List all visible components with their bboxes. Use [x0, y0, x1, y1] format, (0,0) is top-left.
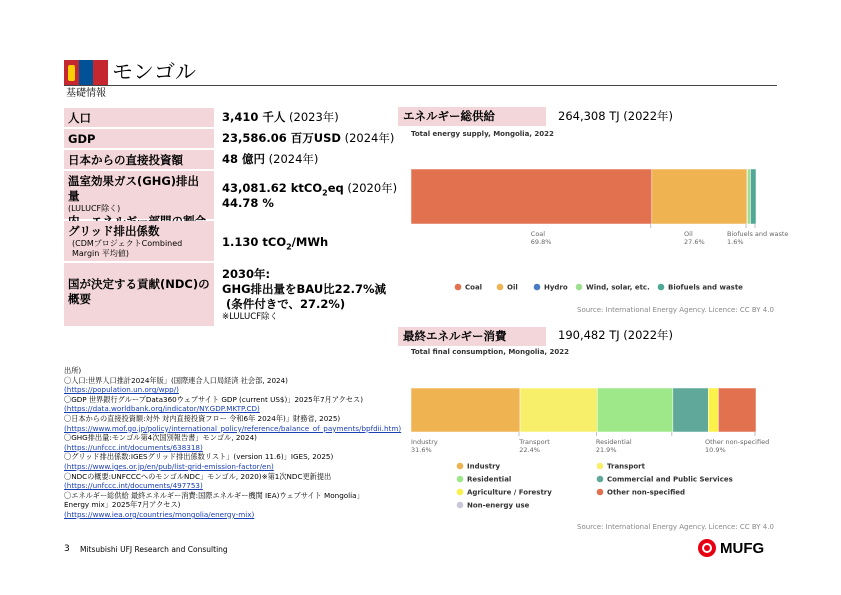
- legend-dot-transport: [597, 463, 604, 470]
- tfc-chart: [398, 380, 778, 520]
- source-link[interactable]: (https://www.iea.org/countries/mongolia/energy-mix): [64, 509, 255, 519]
- legend-label-biofuels-and-waste: Biofuels and waste: [668, 283, 743, 292]
- flag-stripe-center: [79, 60, 94, 86]
- grid-factor-value: 1.130 tCO$_2$/MWh: [222, 235, 329, 252]
- bar-segment-wind-solar-etc: [747, 169, 750, 224]
- tes-chart-title: Total energy supply, Mongolia, 2022: [411, 130, 554, 138]
- legend-label-other-non-specified: Other non-specified: [607, 488, 686, 497]
- legend-label-transport: Transport: [607, 462, 645, 471]
- bar-pct-residential: 21.9%: [595, 446, 617, 454]
- source-link[interactable]: (https://unfccc.int/documents/497753): [64, 481, 203, 491]
- population-label: 人口: [64, 108, 214, 127]
- organization-name: Mitsubishi UFJ Research and Consulting: [80, 545, 228, 554]
- ghg-energy-share: 44.78 %: [222, 196, 274, 210]
- legend-dot-coal: [455, 284, 462, 291]
- source-link[interactable]: (https://www.mof.go.jp/policy/international_policy/reference/balance_of_payments/bpfdii.htm): [64, 423, 402, 433]
- legend-label-industry: Industry: [467, 462, 501, 471]
- source-line: 〇GHG排出量:モンゴル第4次国別報告書」モンゴル, 2024): [64, 433, 257, 443]
- source-line: 〇エネルギー総供給 最終エネルギー消費:国際エネルギー機関 IEA)ウェブサイト Mongolia」: [64, 490, 364, 500]
- bar-segment-industry: [411, 388, 520, 432]
- bar-segment-residential: [597, 388, 673, 432]
- tfc-chart-title: Total final consumption, Mongolia, 2022: [411, 348, 570, 356]
- title-rule: [64, 85, 777, 86]
- bar-label-residential: Residential: [595, 438, 632, 446]
- source-line: 〇グリッド排出係数:IGESグリッド排出係数リスト」(version 11.6)」IGES, 2025): [64, 452, 334, 462]
- page-title: モンゴル: [112, 60, 196, 84]
- grid-factor-label: グリッド排出係数 (CDMプロジェクトCombined Margin 平均値): [64, 221, 214, 261]
- tfc-source: Source: International Energy Agency. Licence: CC BY 4.0: [577, 523, 774, 531]
- bar-label-transport: Transport: [519, 438, 550, 446]
- fdi-value: 48 億円 (2024年): [222, 152, 319, 166]
- source-line: 〇NDCの概要:UNFCCCへのモンゴルNDC」モンゴル, 2020)※第1次NDC更新提出: [64, 471, 332, 481]
- source-line: 〇GDP 世界銀行グループData360ウェブサイト GDP (current US$)」2025年7月アクセス): [64, 394, 364, 404]
- source-link[interactable]: (https://unfccc.int/documents/638318): [64, 442, 203, 452]
- legend-dot-other-non-specified: [597, 489, 604, 496]
- bar-segment-transport: [520, 388, 597, 432]
- bar-pct-industry: 31.6%: [411, 446, 432, 454]
- legend-label-non-energy-use: Non-energy use: [467, 501, 530, 510]
- legend-dot-non-energy-use: [457, 502, 464, 509]
- legend-label-commercial-and-public-services: Commercial and Public Services: [607, 475, 733, 484]
- bar-pct-biofuels-and-waste: 1.6%: [727, 238, 744, 246]
- soyombo-emblem: [68, 65, 75, 81]
- mufg-logo-icon: [698, 539, 716, 557]
- bar-segment-agriculture-forestry: [708, 388, 718, 432]
- bar-pct-other-non-specified: 10.9%: [705, 446, 726, 454]
- tes-value: 264,308 TJ (2022年): [558, 109, 674, 123]
- tfc-value: 190,482 TJ (2022年): [558, 328, 674, 342]
- ghg-value: 43,081.62 ktCO$_2$eq (2020年): [222, 181, 398, 198]
- source-line: 〇人口:世界人口推計2024年版」(国際連合人口局経済 社会部, 2024): [64, 375, 288, 385]
- bar-segment-oil: [652, 169, 747, 224]
- sources-heading: 出所): [64, 366, 82, 375]
- population-value: 3,410 千人 (2023年): [222, 110, 339, 124]
- bar-pct-transport: 22.4%: [519, 446, 540, 454]
- tfc-label: 最終エネルギー消費: [398, 327, 546, 346]
- tes-label: エネルギー総供給: [398, 107, 546, 126]
- legend-dot-hydro: [534, 284, 541, 291]
- legend-dot-residential: [457, 476, 464, 483]
- bar-label-biofuels-and-waste: Biofuels and waste: [727, 230, 789, 238]
- tes-chart: [398, 160, 789, 300]
- mufg-logo-text: MUFG: [720, 539, 765, 557]
- bar-pct-coal: 69.8%: [530, 238, 552, 246]
- bar-pct-oil: 27.6%: [684, 238, 705, 246]
- source-link[interactable]: (https://data.worldbank.org/indicator/NY.GDP.MKTP.CD): [64, 404, 260, 414]
- legend-label-oil: Oil: [507, 283, 518, 292]
- flag-stripe-left: [64, 60, 79, 86]
- fdi-label: 日本からの直接投資額: [64, 150, 214, 169]
- gdp-value: 23,586.06 百万USD (2024年): [222, 131, 395, 145]
- page-number: 3: [64, 544, 70, 554]
- bar-segment-commercial-and-public-services: [673, 388, 709, 432]
- legend-dot-commercial-and-public-services: [597, 476, 604, 483]
- legend-label-coal: Coal: [465, 283, 483, 292]
- mongolia-flag: [64, 60, 108, 86]
- bar-segment-other-non-specified: [718, 388, 756, 432]
- legend-dot-wind-solar-etc: [576, 284, 583, 291]
- legend-dot-oil: [497, 284, 504, 291]
- legend-label-agriculture-forestry: Agriculture / Forestry: [467, 488, 552, 497]
- ndc-value: 2030年: GHG排出量をBAU比22.7%減 (条件付きで、27.2%) ※LULUCF除く: [222, 267, 387, 322]
- mufg-logo: [698, 539, 764, 557]
- bar-label-industry: Industry: [411, 438, 438, 446]
- legend-dot-industry: [457, 463, 464, 470]
- bar-segment-biofuels-and-waste: [750, 169, 756, 224]
- bar-label-oil: Oil: [684, 230, 693, 238]
- flag-stripe-right: [93, 60, 108, 86]
- source-link[interactable]: (https://www.iges.or.jp/en/pub/list-grid-emission-factor/en): [64, 461, 274, 471]
- source-line: 〇日本からの直接投資額:対外 対内直接投資フロー 令和6年 2024年)」財務省, 2025): [64, 413, 341, 423]
- legend-dot-biofuels-and-waste: [658, 284, 665, 291]
- bar-segment-coal: [411, 169, 652, 224]
- source-link[interactable]: (https://population.un.org/wpp/): [64, 385, 179, 395]
- sources-block: [64, 366, 402, 520]
- source-line: Energy mix」2025年7月アクセス): [64, 500, 181, 510]
- bar-label-coal: Coal: [530, 230, 546, 238]
- legend-label-wind-solar-etc: Wind, solar, etc.: [586, 283, 650, 292]
- legend-dot-agriculture-forestry: [457, 489, 464, 496]
- ndc-label: 国が決定する貢献(NDC)の概要: [64, 263, 214, 326]
- legend-label-residential: Residential: [467, 475, 512, 484]
- tes-source: Source: International Energy Agency. Licence: CC BY 4.0: [577, 306, 774, 314]
- legend-label-hydro: Hydro: [544, 283, 568, 292]
- gdp-label: GDP: [64, 129, 214, 148]
- ghg-label: 温室効果ガス(GHG)排出量 (LULUCF除く): [64, 171, 214, 219]
- bar-label-other-non-specified: Other non-specified: [705, 438, 770, 446]
- page-subtitle: 基礎情報: [66, 88, 106, 99]
